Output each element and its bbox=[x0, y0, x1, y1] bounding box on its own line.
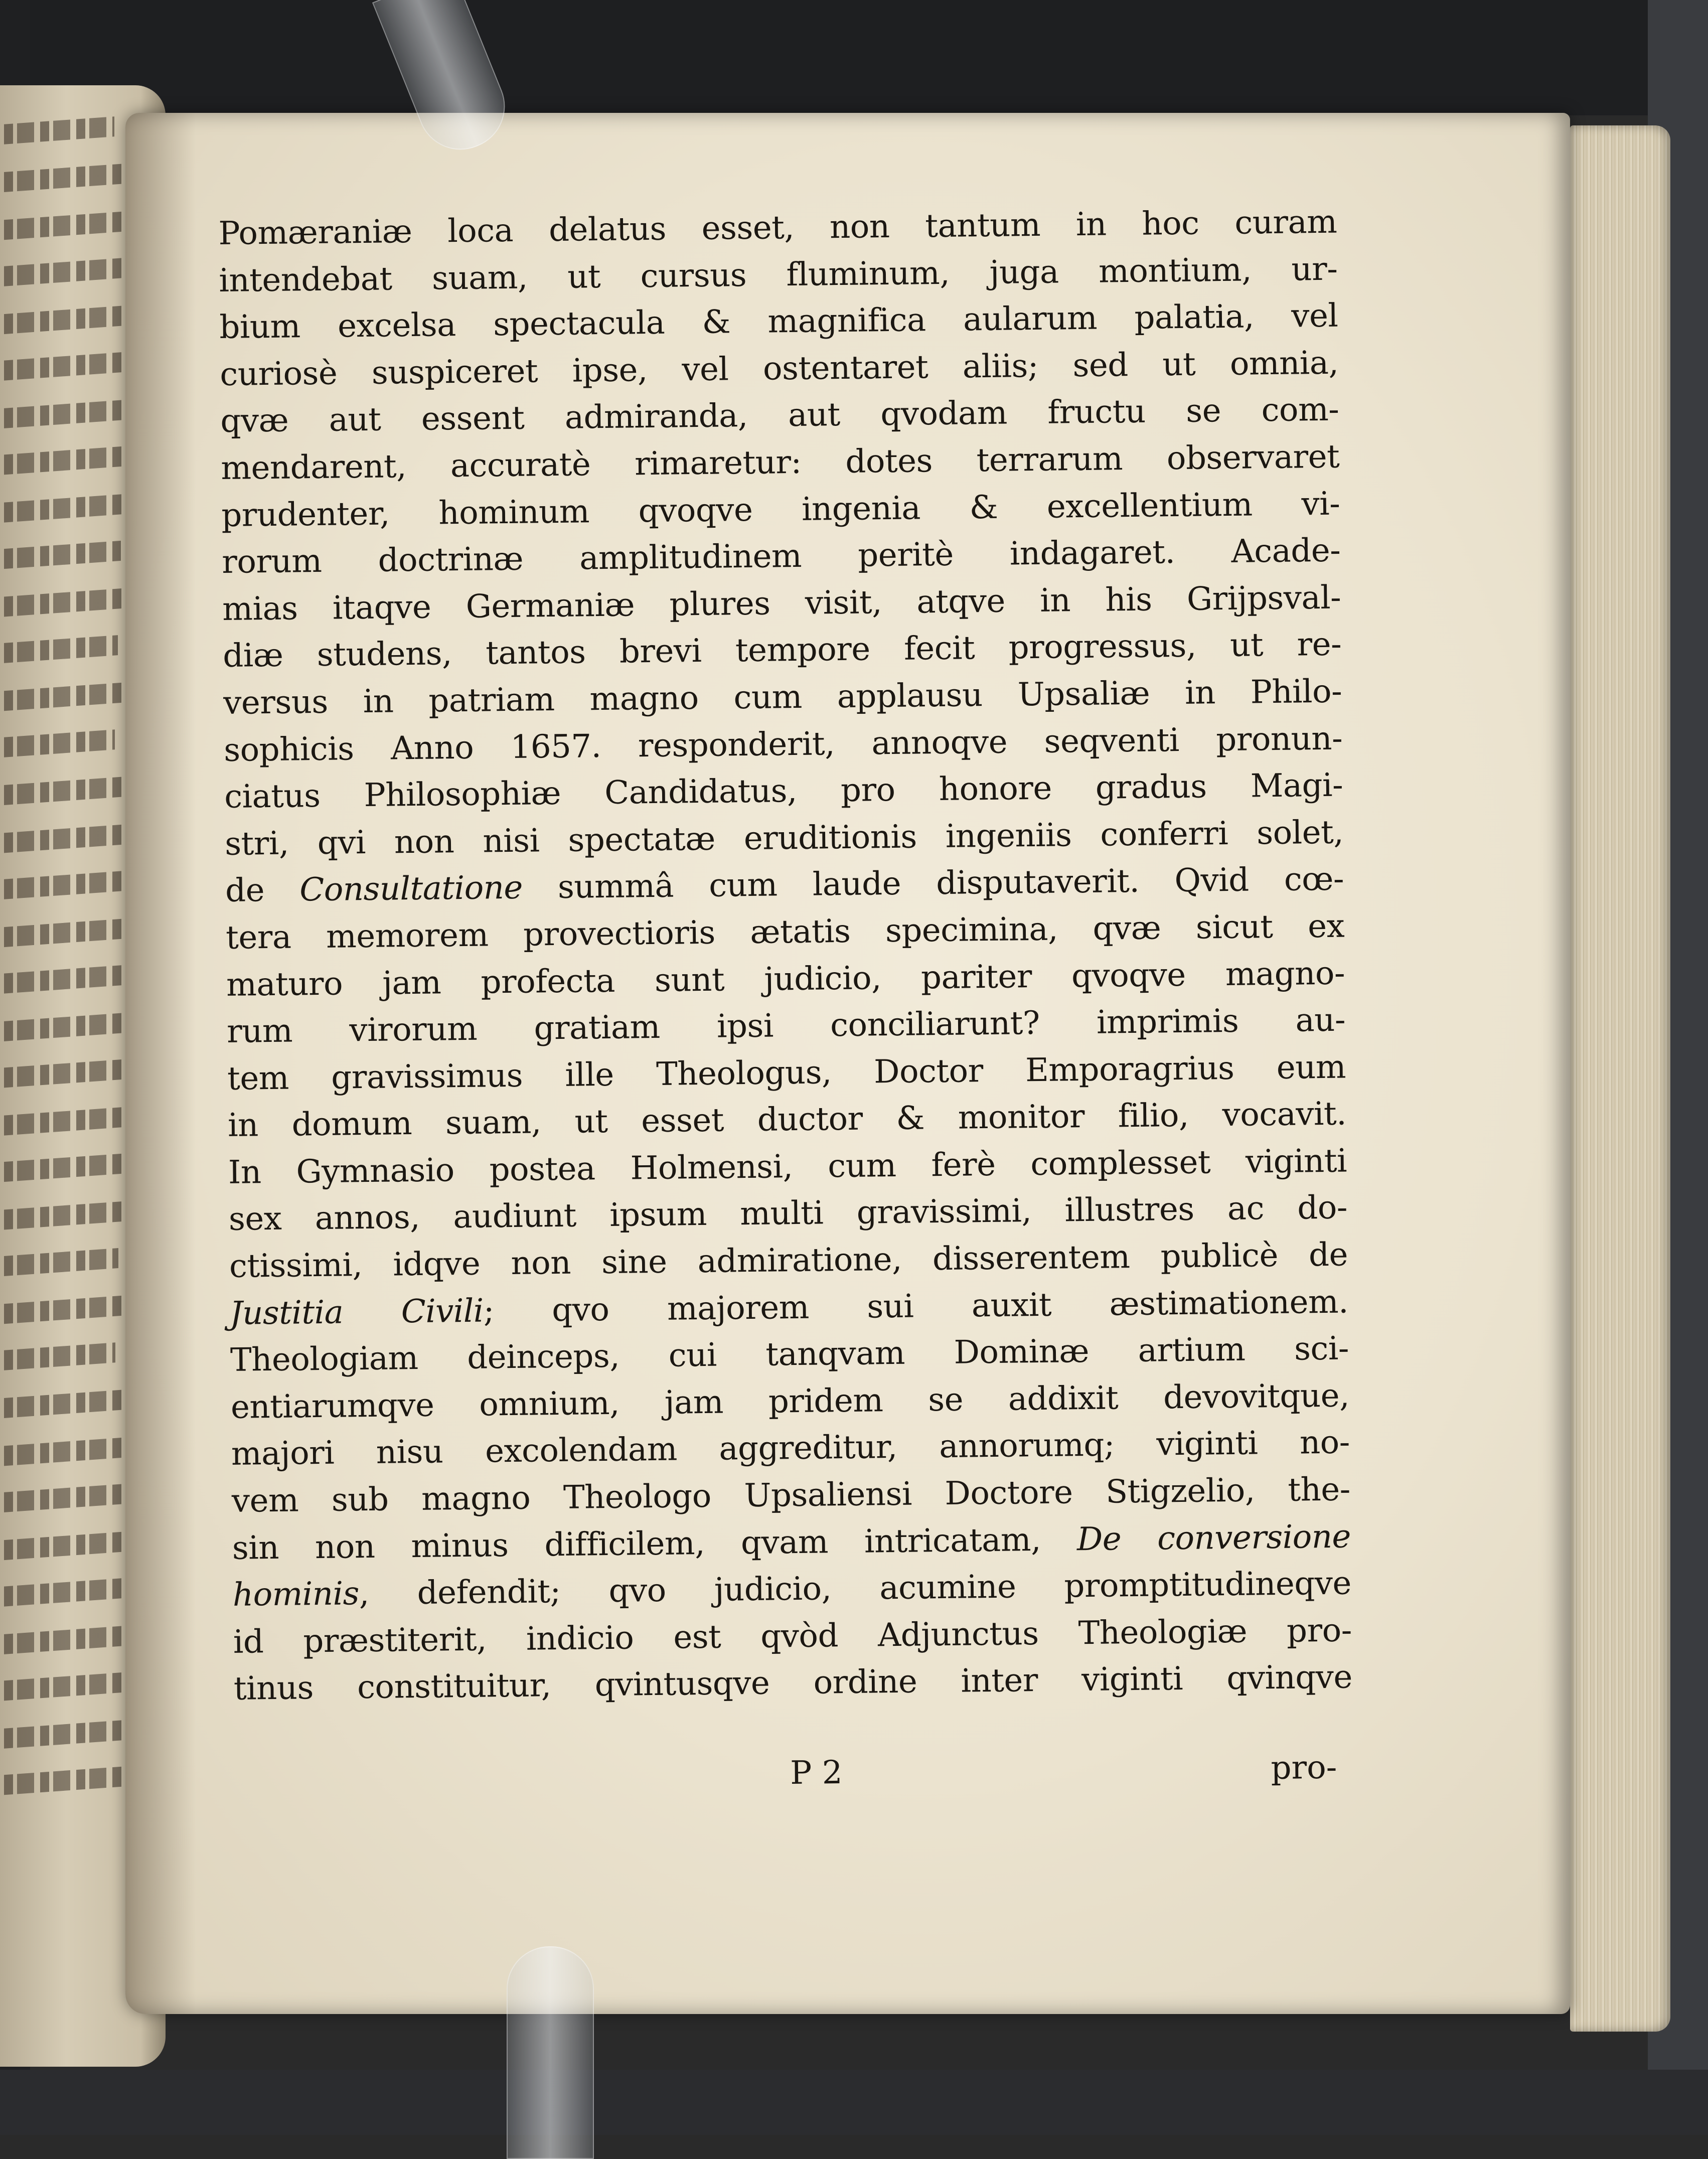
text-line: tinus constituitur, qvintusqve ordine inter viginti qvinqve bbox=[233, 1658, 1353, 1708]
facing-page-text-trace bbox=[4, 1106, 143, 1135]
facing-page-text-trace bbox=[4, 398, 145, 428]
facing-page-text-trace bbox=[4, 587, 139, 617]
facing-page-text-trace bbox=[4, 1672, 125, 1701]
text-line: mendarent, accuratè rimaretur: dotes terrarum observaret bbox=[220, 438, 1340, 487]
italic-title: hominis bbox=[232, 1575, 360, 1614]
italic-title: De conversione bbox=[1076, 1518, 1351, 1558]
text-line: sophicis Anno 1657. responderit, annoqve seqventi pronun- bbox=[223, 720, 1343, 769]
text-run: sin non minus difficilem, qvam intricatam, bbox=[232, 1520, 1077, 1567]
facing-page-text-trace bbox=[4, 1295, 137, 1324]
text-line: tem gravissimus ille Theologus, Doctor Emporagrius eum bbox=[227, 1048, 1346, 1098]
facing-page-text-trace bbox=[4, 493, 142, 522]
text-line: curiosè suspiceret ipse, vel ostentaret aliis; sed ut omnia, bbox=[220, 344, 1339, 393]
text-line: qvæ aut essent admiranda, aut qvodam fructu se com- bbox=[220, 391, 1339, 440]
text-line: intendebat suam, ut cursus fluminum, juga montium, ur- bbox=[219, 250, 1338, 299]
text-line: Pomæraniæ loca delatus esset, non tantum in hoc curam bbox=[218, 203, 1337, 252]
italic-title: Justitia Civili bbox=[229, 1292, 484, 1332]
facing-page-text-trace bbox=[4, 635, 118, 663]
facing-page-text-trace bbox=[4, 352, 127, 380]
text-line: in domum suam, ut esset ductor & monitor filio, vocavit. bbox=[227, 1095, 1347, 1145]
text-line: rorum doctrinæ amplitudinem peritè indagaret. Acade- bbox=[221, 532, 1341, 581]
page-text-block bbox=[218, 199, 1352, 1713]
text-line: bium excelsa spectacula & magnifica aularum palatia, vel bbox=[219, 297, 1338, 347]
text-line: ctissimi, idqve non sine admiratione, disserentem publicè de bbox=[229, 1236, 1348, 1285]
text-run: , defendit; qvo judicio, acumine promptitudineqve bbox=[359, 1565, 1352, 1613]
text-line: diæ studens, tantos brevi tempore fecit progressus, ut re- bbox=[222, 626, 1342, 675]
text-line: id præstiterit, indicio est qvòd Adjunctus Theologiæ pro- bbox=[233, 1612, 1352, 1661]
facing-page-text-trace bbox=[4, 1342, 115, 1370]
backdrop-top bbox=[0, 0, 1708, 115]
facing-page-text-trace bbox=[4, 1389, 134, 1418]
facing-page-text-trace bbox=[4, 729, 115, 757]
facing-page-text-trace bbox=[4, 776, 133, 805]
facing-page-text-trace bbox=[4, 1154, 121, 1182]
holder-clip-bottom bbox=[507, 1946, 594, 2159]
text-line: tera memorem provectioris ætatis specimina, qvæ sicut ex bbox=[225, 907, 1345, 957]
text-line: prudenter, hominum qvoqve ingenia & excellentium vi- bbox=[221, 485, 1340, 534]
backdrop-bottom bbox=[0, 2070, 1708, 2135]
facing-page-text-trace bbox=[4, 965, 127, 993]
facing-page-text-trace bbox=[4, 1200, 140, 1230]
gutter-shadow bbox=[125, 113, 196, 2014]
text-line: rum virorum gratiam ipsi conciliarunt? imprimis au- bbox=[226, 1001, 1346, 1051]
facing-page-text-trace bbox=[4, 116, 114, 144]
text-run: ; qvo majorem sui auxit æstimationem. bbox=[483, 1283, 1349, 1330]
catchword: pro- bbox=[1271, 1749, 1337, 1787]
text-line: Theologiam deinceps, cui tanqvam Dominæ artium sci- bbox=[230, 1330, 1349, 1379]
text-line: In Gymnasio postea Holmensi, cum ferè complesset viginti bbox=[228, 1142, 1347, 1191]
page-edges-stack bbox=[1570, 125, 1670, 2032]
text-line: stri, qvi non nisi spectatæ eruditionis ingeniis conferri solet, bbox=[224, 814, 1344, 863]
facing-page-text-trace bbox=[4, 1483, 131, 1512]
facing-page-text-trace bbox=[4, 1248, 118, 1276]
text-line: vem sub magno Theologo Upsaliensi Doctore Stigzelio, the- bbox=[231, 1471, 1351, 1520]
text-line: versus in patriam magno cum applausu Upsaliæ in Philo- bbox=[223, 673, 1342, 722]
facing-page-text-trace bbox=[4, 1719, 143, 1748]
text-run: summâ cum laude disputaverit. Qvid cœ- bbox=[522, 860, 1344, 907]
text-line: ciatus Philosophiæ Candidatus, pro honore gradus Magi- bbox=[224, 766, 1343, 816]
text-line: majori nisu excolendam aggreditur, annorumq; viginti no- bbox=[231, 1424, 1350, 1473]
facing-page-text-trace bbox=[4, 1011, 146, 1041]
text-line: entiarumqve omnium, jam pridem se addixit devovitque, bbox=[230, 1377, 1350, 1426]
facing-page-text-trace bbox=[4, 541, 121, 569]
facing-page-text-trace bbox=[4, 1059, 124, 1088]
text-line: maturo jam profecta sunt judicio, pariter qvoqve magno- bbox=[226, 955, 1345, 1004]
text-run: de bbox=[225, 871, 300, 910]
text-line: sex annos, audiunt ipsum multi gravissimi, illustres ac do- bbox=[228, 1189, 1348, 1239]
text-line: mias itaqve Germaniæ plures visit, atqve in his Grijpsval- bbox=[222, 579, 1341, 628]
facing-page-text-trace bbox=[4, 1767, 122, 1795]
facing-page-text-trace bbox=[4, 446, 124, 475]
facing-page-text-trace bbox=[4, 257, 130, 286]
facing-page-text-trace bbox=[4, 1578, 128, 1606]
facing-page-text-trace bbox=[4, 163, 133, 192]
facing-page-text-trace bbox=[4, 870, 130, 899]
facing-page-text-trace bbox=[4, 682, 136, 711]
italic-title: Consultatione bbox=[299, 869, 523, 909]
signature-mark: P 2 bbox=[790, 1754, 843, 1792]
